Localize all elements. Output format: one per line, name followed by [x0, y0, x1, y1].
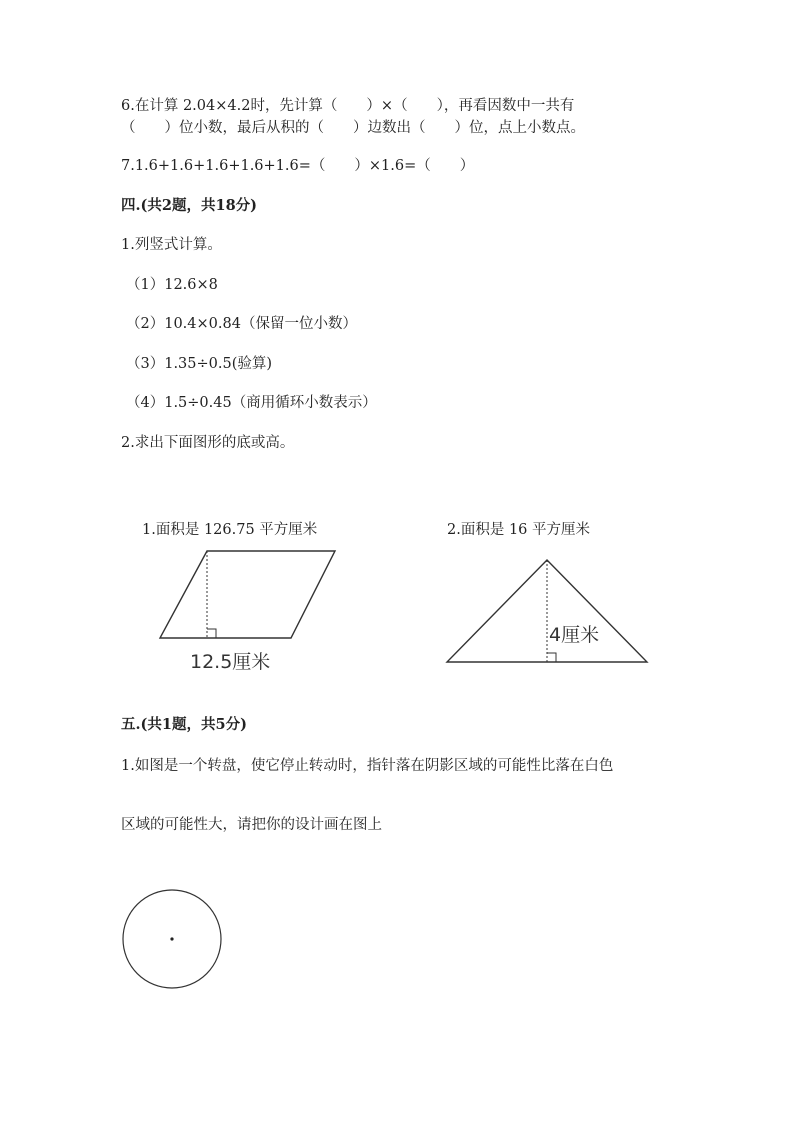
- s5-q1-line1: 1.如图是一个转盘，使它停止转动时，指针落在阴影区域的可能性比落在白色: [121, 758, 614, 774]
- q6-line1: 6.在计算 2.04×4.2时，先计算（ ）×（ ），再看因数中一共有: [121, 98, 575, 114]
- fig1-base-label: 12.5厘米: [190, 651, 271, 673]
- spinner-center-dot: [170, 937, 173, 940]
- fig1-caption: 1.面积是 126.75 平方厘米: [142, 522, 318, 538]
- s4-q1-item-3: （3）1.35÷0.5(验算): [126, 356, 273, 372]
- section5-heading: 五.(共1题，共5分): [121, 716, 247, 733]
- s4-q1-item-1: （1）12.6×8: [126, 277, 218, 293]
- fig2-height-label: 4厘米: [549, 624, 600, 646]
- section4-heading: 四.(共2题，共18分): [121, 197, 258, 214]
- q7-text: 7.1.6+1.6+1.6+1.6+1.6=（ ）×1.6=（ ）: [121, 158, 475, 174]
- fig2-caption: 2.面积是 16 平方厘米: [447, 522, 591, 538]
- s5-q1-line2: 区域的可能性大，请把你的设计画在图上: [121, 817, 382, 833]
- s4-q1-item-2: （2）10.4×0.84（保留一位小数）: [126, 316, 357, 332]
- s4-q1-prompt: 1.列竖式计算。: [121, 237, 222, 253]
- s4-q2-prompt: 2.求出下面图形的底或高。: [121, 435, 295, 451]
- q6-line2: （ ）位小数，最后从积的（ ）边数出（ ）位，点上小数点。: [121, 120, 585, 136]
- s4-q1-item-4: （4）1.5÷0.45（商用循环小数表示）: [126, 395, 377, 411]
